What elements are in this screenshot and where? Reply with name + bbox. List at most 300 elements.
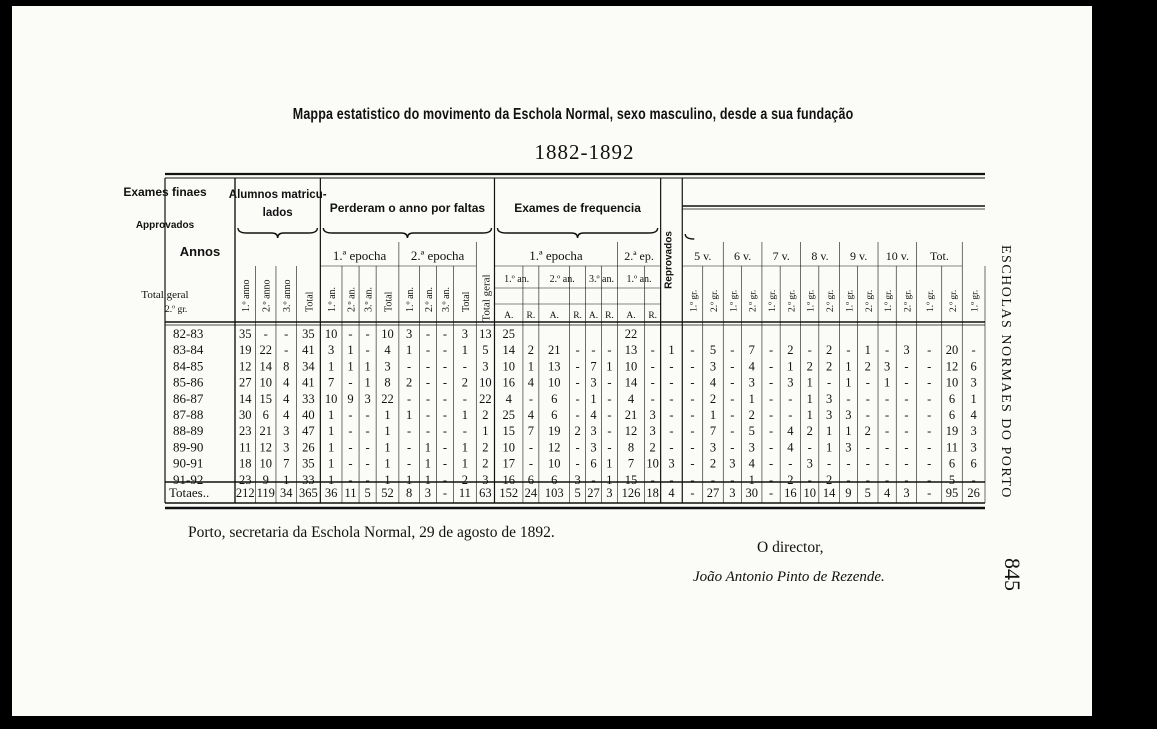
table-cell: 40 [302,408,315,422]
table-cell: 6 [527,472,535,487]
table-cell: - [348,375,353,390]
table-cell: 16 [502,472,515,487]
table-cell: - [927,391,932,406]
table-cell: - [730,472,735,487]
finaes-group-label: 7 v. [772,249,790,263]
alumnos-header: lados [262,207,293,219]
table-cell: - [788,456,793,471]
table-cell: 15 [502,424,515,439]
totals-cell: 18 [646,486,659,500]
table-cell: - [904,391,909,406]
table-cell: - [607,375,612,390]
table-cell: 2 [574,424,581,439]
table-cell: 22 [259,343,272,358]
table-cell: 1 [424,440,432,455]
column-label: 2.º gr. [165,305,188,315]
column-label: Total [304,291,316,312]
table-cell: 1 [347,359,354,374]
column-label: 1.º gr. [884,289,895,312]
table-cell: - [768,359,774,374]
column-label: 1.º gr. [768,289,779,312]
table-cell: 22 [381,391,394,406]
perderam-header: Perderam o anno por faltas [329,201,486,215]
table-cell: 15 [259,391,272,406]
table-cell: - [348,440,353,455]
totals-label: Totaes.. [169,485,210,500]
totals-cell: 95 [945,486,959,500]
totals-cell: 8 [406,486,413,500]
table-cell: - [690,472,695,487]
table-cell: 1 [384,472,391,487]
table-cell: 4 [627,391,635,406]
table-cell: 10 [502,359,515,374]
totals-cell: 4 [668,486,675,500]
totals-cell: 16 [784,486,797,500]
footer-note: Porto, secretaria da Eschola Normal, 29 de agosto de 1892. [188,524,555,541]
column-label: 1.º gr. [806,289,817,312]
table-cell: 3 [709,359,717,374]
table-cell: 6 [262,408,269,422]
ar-label: R. [573,311,582,321]
table-cell: - [442,472,448,487]
column-label: 2.º gr. [903,289,914,312]
table-cell: - [442,375,448,390]
table-cell: - [575,343,580,358]
table-cell: 30 [238,408,252,422]
table-cell: 4 [384,343,391,358]
table-cell: - [442,440,448,455]
table-cell: - [768,408,774,422]
finaes-group-label: 5 v. [694,249,712,263]
table-cell: - [607,424,612,439]
table-cell: 8 [283,359,290,374]
table-cell: 1 [748,472,755,487]
table-cell: 1 [406,343,413,358]
table-cell: 3 [283,440,290,455]
table-cell: 7 [627,456,635,471]
table-cell: - [607,408,612,422]
table-cell: 2 [806,424,813,439]
row-year: 83-84 [173,342,204,358]
table-cell: 2 [461,472,469,487]
table-cell: 1 [748,391,755,406]
table-cell: 8 [627,440,635,455]
table-cell: 2 [482,456,489,471]
table-cell: 2 [649,440,656,455]
table-cell: 1 [590,391,597,406]
table-cell: 21 [547,343,561,358]
table-cell: 3 [748,375,755,390]
totals-cell: 3 [729,486,736,500]
table-cell: - [407,424,412,439]
table-cell: 1 [328,424,335,439]
table-cell: - [846,456,851,471]
column-label: 3.º an. [440,286,452,312]
table-cell: 2 [864,359,871,374]
table-cell: 26 [302,440,315,455]
table-cell: 4 [709,375,717,390]
table-cell: - [885,440,890,455]
table-cell: 4 [590,408,597,422]
table-cell: 3 [970,375,977,390]
table-cell: - [575,359,580,374]
totals-cell: 3 [424,486,432,500]
table-cell: 1 [424,472,432,487]
table-cell: 41 [302,375,315,390]
table-cell: 1 [328,359,335,374]
table-cell: - [575,375,580,390]
column-label: 1.º an. [405,286,417,312]
table-cell: 3 [406,327,413,341]
table-cell: - [575,456,580,471]
table-cell: - [730,391,735,406]
table-cell: 22 [479,391,492,406]
table-cell: 23 [238,472,252,487]
column-label: 1.º gr. [689,289,700,312]
totals-cell: - [442,486,448,500]
table-cell: 3 [787,375,794,390]
table-cell: - [690,424,695,439]
table-cell: - [826,375,832,390]
row-year: 84-85 [173,358,204,374]
table-cell: - [650,391,655,406]
table-cell: 15 [624,472,638,487]
column-label: Total geral [480,274,493,322]
table-cell: 4 [283,391,290,406]
table-cell: 1 [424,456,432,471]
sub-2epocha: 2.ª epocha [410,248,465,263]
totals-cell: 14 [822,486,836,500]
table-cell: 3 [970,440,977,455]
table-cell: 4 [283,408,290,422]
table-cell: - [904,456,909,471]
ar-label: A. [588,311,599,321]
table-cell: - [904,440,909,455]
table-cell: 10 [259,456,272,471]
totals-cell: 10 [803,486,816,500]
column-label: 2.º an. [423,286,435,312]
ar-label: R. [526,311,536,321]
table-cell: 3 [384,359,391,374]
table-cell: - [885,391,890,406]
table-cell: - [690,375,695,390]
totals-cell: 36 [324,486,338,500]
table-cell: 35 [302,327,315,341]
table-cell: 1 [606,456,613,471]
table-cell: 2 [482,440,489,455]
table-cell: - [650,375,655,390]
table-cell: - [904,359,909,374]
table-cell: 4 [787,424,794,439]
table-cell: 25 [502,327,515,341]
table-cell: - [865,440,870,455]
table-cell: - [348,456,353,471]
totals-cell: 4 [883,486,891,500]
table-cell: - [407,391,412,406]
totals-cell: 9 [845,486,852,500]
table-cell: 3 [806,456,813,471]
table-cell: - [348,327,353,341]
table-cell: 1 [482,424,489,439]
table-cell: 2 [748,408,755,422]
table-cell: 13 [479,327,492,341]
table-cell: - [407,359,412,374]
table-cell: - [768,440,774,455]
table-cell: - [348,408,353,422]
totals-cell: 365 [299,486,318,500]
table-cell: 16 [502,375,515,390]
row-year: 86-87 [173,390,204,406]
table-cell: - [407,440,412,455]
table-cell: 33 [302,391,315,406]
table-cell: 21 [624,408,638,422]
table-cell: 8 [384,375,391,390]
table-cell: 1 [668,343,675,358]
table-cell: - [865,472,870,487]
totals-cell: 27 [706,486,720,500]
table-cell: 3 [649,408,656,422]
table-cell: 3 [482,472,489,487]
table-cell: 3 [461,327,469,341]
column-label: 2.º gr. [948,289,959,312]
table-cell: 10 [624,359,638,374]
table-cell: - [846,472,851,487]
column-label: 1.º anno [241,279,253,312]
table-cell: - [885,408,890,422]
table-cell: 5 [948,472,956,487]
table-cell: 4 [787,440,794,455]
table-cell: 1 [845,359,852,374]
table-cell: - [927,440,932,455]
table-cell: 22 [624,327,638,341]
table-cell: - [768,456,774,471]
table-cell: 2 [825,359,833,374]
table-cell: 10 [259,375,272,390]
table-cell: 17 [502,456,515,471]
table-cell: - [425,375,430,390]
table-cell: 1 [806,391,813,406]
table-cell: 4 [970,408,977,422]
table-cell: - [575,408,580,422]
director-title: O director, [757,539,824,556]
reprovados-header: Reprovados [663,231,675,289]
totals-cell: - [927,486,932,500]
table-cell: 11 [239,440,252,455]
table-cell: 1 [461,343,469,358]
table-cell: - [365,440,370,455]
column-label: 3.º anno [282,279,294,312]
table-cell: 12 [945,359,959,374]
table-cell: - [730,408,735,422]
table-cell: - [284,343,289,358]
table-cell: 4 [527,408,535,422]
table-cell: 4 [527,375,535,390]
table-cell: 14 [259,359,272,374]
year-range: 1882-1892 [534,140,635,164]
table-cell: 14 [238,391,252,406]
table-cell: - [768,343,774,358]
table-cell: 2 [825,343,833,358]
table-cell: - [807,472,812,487]
table-cell: - [927,359,932,374]
table-cell: 9 [347,391,354,406]
table-cell: 10 [547,456,561,471]
totals-cell: 26 [967,486,980,500]
table-cell: - [927,424,932,439]
table-cell: 2 [709,391,717,406]
table-cell: - [442,456,448,471]
table-cell: - [462,424,467,439]
column-label: 2.º an. [346,286,358,312]
table-cell: - [690,343,695,358]
table-cell: 3 [825,408,833,422]
table-cell: 1 [461,456,469,471]
totals-cell: 30 [745,486,758,500]
ar-label: A. [549,311,559,321]
table-cell: - [865,408,870,422]
table-cell: - [425,327,430,341]
table-cell: - [365,456,370,471]
totals-cell: 5 [574,486,581,500]
table-cell: - [807,440,812,455]
table-cell: 3 [970,424,977,439]
table-cell: 25 [502,408,515,422]
table-cell: - [607,343,612,358]
table-cell: - [768,424,774,439]
table-cell: 35 [302,456,315,471]
table-cell: 1 [806,375,813,390]
sub-freq-1epocha: 1.ª epocha [529,248,583,263]
sub-1epocha: 1.ª epocha [332,248,387,263]
table-cell: 1 [787,359,794,374]
table-cell: 1 [364,359,371,374]
table-cell: - [607,391,612,406]
table-cell: - [904,408,909,422]
table-cell: - [730,440,735,455]
table-cell: - [528,440,533,455]
table-cell: 6 [970,359,977,374]
table-cell: - [650,343,655,358]
approvados-header: Approvados [135,220,195,231]
table-cell: - [650,472,655,487]
table-cell: 2 [709,456,717,471]
ar-label: R. [605,311,614,321]
table-cell: - [690,456,695,471]
column-label: Total geral [141,289,189,301]
header-brace [238,228,317,238]
table-cell: - [865,375,870,390]
table-cell: 1 [606,472,613,487]
table-cell: 3 [845,408,852,422]
table-cell: 6 [590,456,597,471]
table-cell: 3 [590,375,597,390]
table-cell: 6 [948,391,956,406]
column-label: 2.º gr. [787,289,798,312]
table-cell: - [807,343,812,358]
table-cell: 3 [482,359,489,374]
table-cell: 1 [606,359,613,374]
table-cell: - [575,391,580,406]
totals-cell: 3 [606,486,613,500]
table-cell: 4 [748,359,755,374]
table-cell: - [927,472,932,487]
table-cell: - [690,391,695,406]
table-cell: - [788,391,793,406]
table-cell: - [971,472,976,487]
table-cell: 3 [590,424,597,439]
column-label: 1.º gr. [845,289,856,312]
table-cell: 1 [364,375,371,390]
alumnos-header: Alumnos matricu- [228,189,327,201]
table-cell: 1 [970,391,977,406]
table-cell: 6 [948,408,956,422]
totals-cell: 5 [364,486,371,500]
table-cell: - [904,472,909,487]
table-cell: 3 [668,456,675,471]
table-cell: - [730,343,735,358]
totals-cell: 27 [587,486,600,500]
table-cell: 1 [384,408,391,422]
column-label: 1.º an. [327,286,339,312]
table-cell: 13 [547,359,561,374]
table-cell: - [669,424,674,439]
table-cell: 23 [238,424,252,439]
table-cell: - [669,408,674,422]
table-cell: 1 [461,408,469,422]
table-cell: 6 [970,456,977,471]
table-cell: 1 [864,343,871,358]
table-cell: 12 [259,440,272,455]
table-cell: - [865,391,870,406]
finaes-group-label: 6 v. [733,249,752,263]
table-cell: 12 [624,424,638,439]
row-year: 87-88 [173,407,204,422]
totals-cell: 11 [458,486,471,500]
ar-label: A. [626,311,636,321]
running-head: ESCHOLAS NORMAES DO PORTO [998,245,1013,499]
table-cell: 19 [238,343,252,358]
table-cell: 1 [825,424,833,439]
table-cell: - [425,391,430,406]
totals-cell: 52 [381,486,394,500]
table-cell: 1 [883,375,891,390]
table-cell: 4 [283,375,290,390]
table-cell: 10 [646,456,659,471]
table-cell: - [927,375,932,390]
table-cell: 12 [238,359,252,374]
column-label: 1.º gr. [729,289,740,312]
freq-sub-label: 3.º an. [588,274,614,285]
totals-cell: 34 [279,486,293,500]
column-label: 2.º gr. [826,289,837,312]
table-cell: 14 [502,343,515,358]
totals-cell: 126 [621,486,641,500]
table-cell: 2 [406,375,413,390]
table-cell: 9 [262,472,269,487]
table-cell: 20 [945,343,959,358]
table-cell: 19 [945,424,959,439]
table-cell: 1 [845,375,852,390]
table-cell: 2 [482,408,489,422]
table-cell: 1 [328,472,335,487]
totals-cell: 5 [864,486,871,500]
table-cell: 7 [709,424,717,439]
table-cell: 10 [502,440,515,455]
table-cell: 7 [590,359,597,374]
totals-cell: - [690,486,695,500]
table-cell: - [607,440,612,455]
table-cell: - [462,359,467,374]
